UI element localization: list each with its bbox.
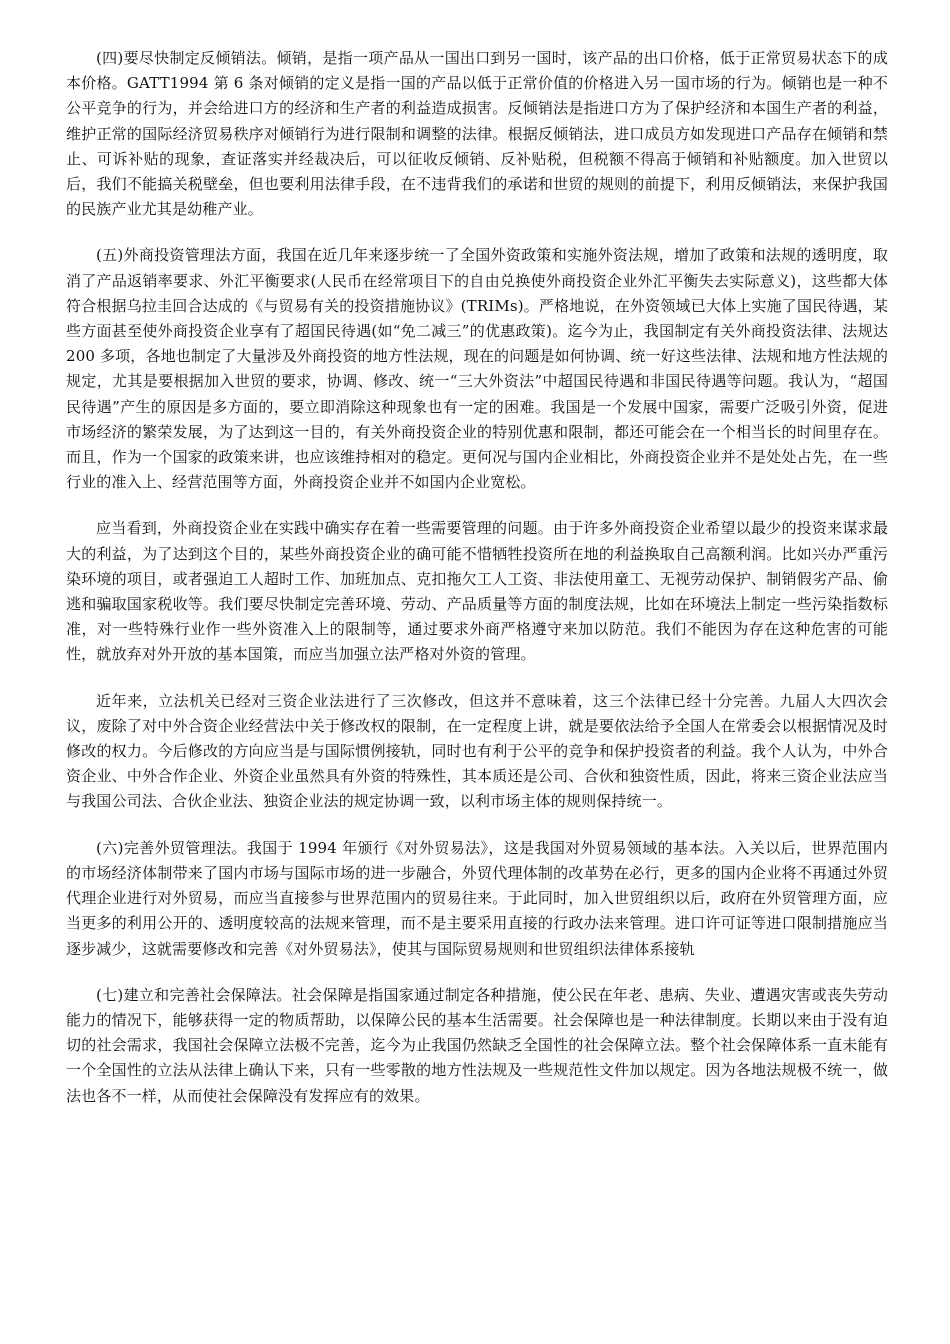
paragraph-foreign-trade-law: (六)完善外贸管理法。我国于 1994 年颁行《对外贸易法》，这是我国对外贸易领域的基本法。入关以后，世界范围内的市场经济体制带来了国内市场与国际市场的进一步融合，外贸代理体制的改革势在必行，更多的国内企业将不再通过外贸代理企业进行对外贸易，而应当直接参与世界范围内的贸易往来。于此同时，加入世贸组织以后，政府在外贸管理方面，应当更多的利用公开的、透明度较高的法规来管理，而不是主要采用直接的行政办法来管理。进口许可证等进口限制措施应当逐步减少，这就需要修改和完善《对外贸易法》，使其与国际贸易规则和世贸组织法律体系接轨 [66, 838, 888, 958]
paragraph-foreign-investment-law: (五)外商投资管理法方面，我国在近几年来逐步统一了全国外资政策和实施外资法规，增加了政策和法规的透明度，取消了产品返销率要求、外汇平衡要求(人民币在经常项目下的自由兑换使外商投资企业外汇平衡失去实际意义)，这些都大体符合根据乌拉圭回合达成的《与贸易有关的投资措施协议》(TRIMs)。严格地说，在外资领域已大体上实施了国民待遇，某些方面甚至使外商投资企业享有了超国民待遇(如“免二减三”的优惠政策)。迄今为止，我国制定有关外商投资法律、法规达 200 多项，各地也制定了大量涉及外商投资的地方性法规，现在的问题是如何协调、统一好这些法律、法规和地方性法规的规定，尤其是要根据加入世贸的要求，协调、修改、统一“三大外资法”中超国民待遇和非国民待遇等问题。我认为，“超国民待遇”产生的原因是多方面的，要立即消除这种现象也有一定的困难。我国是一个发展中国家，需要广泛吸引外资，促进市场经济的繁荣发展，为了达到这一目的，有关外商投资企业的特别优惠和限制，都还可能会在一个相当长的时间里存在。而且，作为一个国家的政策来讲，也应该维持相对的稳定。更何况与国内企业相比，外商投资企业并不是处处占先，在一些行业的准入上、经营范围等方面，外商投资企业并不如国内企业宽松。 [66, 246, 888, 492]
paragraph-social-security-law: (七)建立和完善社会保障法。社会保障是指国家通过制定各种措施，使公民在年老、患病、失业、遭遇灾害或丧失劳动能力的情况下，能够获得一定的物质帮助，以保障公民的基本生活需要。社会保障也是一种法律制度。长期以来由于没有迫切的社会需求，我国社会保障立法极不完善，迄今为止我国仍然缺乏全国性的社会保障立法。整个社会保障体系一直未能有一个全国性的立法从法律上确认下来，只有一些零散的地方性法规及一些规范性文件加以规定。因为各地法规极不统一，做法也各不一样，从而使社会保障没有发挥应有的效果。 [66, 985, 888, 1105]
paragraph-foreign-investment-management: 应当看到，外商投资企业在实践中确实存在着一些需要管理的问题。由于许多外商投资企业希望以最少的投资来谋求最大的利益，为了达到这个目的，某些外商投资企业的确可能不惜牺牲投资所在地的利益换取自己高额利润。比如兴办严重污染环境的项目，或者强迫工人超时工作、加班加点、克扣拖欠工人工资、非法使用童工、无视劳动保护、制销假劣产品、偷逃和骗取国家税收等。我们要尽快制定完善环境、劳动、产品质量等方面的制度法规，比如在环境法上制定一些污染指数标准，对一些特殊行业作一些外资准入上的限制等，通过要求外商严格遵守来加以防范。我们不能因为存在这种危害的可能性，就放弃对外开放的基本国策，而应当加强立法严格对外资的管理。 [66, 519, 888, 664]
paragraph-anti-dumping-law: (四)要尽快制定反倾销法。倾销，是指一项产品从一国出口到另一国时，该产品的出口价格，低于正常贸易状态下的成本价格。GATT1994 第 6 条对倾销的定义是指一国的产品以低于正常价值的价格进入另一国市场的行为。倾销也是一种不公平竞争的行为，并会给进口方的经济和生产者的利益造成损害。反倾销法是指进口方为了保护经济和本国生产者的利益，维护正常的国际经济贸易秩序对倾销行为进行限制和调整的法律。根据反倾销法，进口成员方如发现进口产品存在倾销和禁止、可诉补贴的现象，查证落实并经裁决后，可以征收反倾销、反补贴税，但税额不得高于倾销和补贴额度。加入世贸以后，我们不能搞关税壁垒，但也要利用法律手段，在不违背我们的承诺和世贸的规则的前提下，利用反倾销法，来保护我国的民族产业尤其是幼稚产业。 [66, 49, 888, 219]
paragraph-three-foreign-funded-enterprise-laws: 近年来，立法机关已经对三资企业法进行了三次修改，但这并不意味着，这三个法律已经十分完善。九届人大四次会议，废除了对中外合资企业经营法中关于修改权的限制，在一定程度上讲，就是要依法给予全国人在常委会以根据情况及时修改的权力。今后修改的方向应当是与国际惯例接轨，同时也有利于公平的竞争和保护投资者的利益。我个人认为，中外合资企业、中外合作企业、外资企业虽然具有外资的特殊性，其本质还是公司、合伙和独资性质，因此，将来三资企业法应当与我国公司法、合伙企业法、独资企业法的规定协调一致，以利市场主体的规则保持统一。 [66, 691, 888, 811]
document-body [66, 46, 888, 1130]
